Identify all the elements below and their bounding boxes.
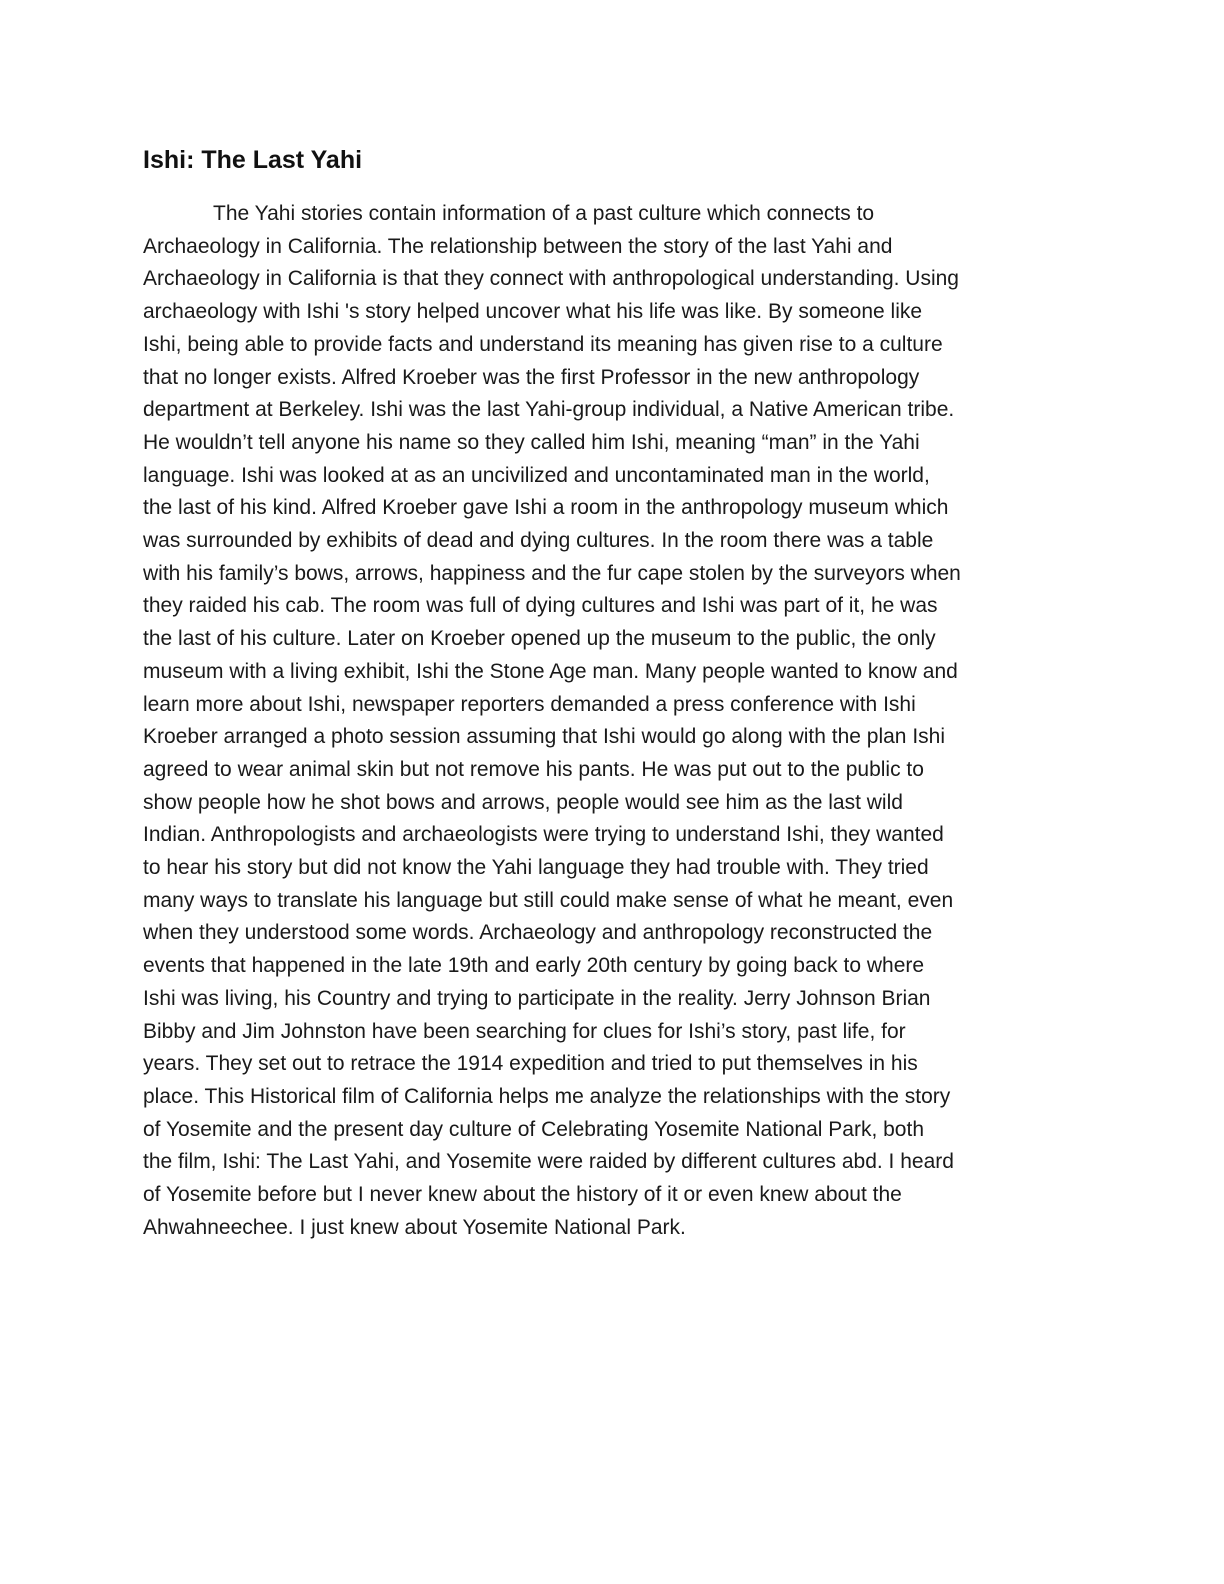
text-line: agreed to wear animal skin but not remove his pants. He was put out to the public to	[143, 757, 924, 781]
text-line: the last of his culture. Later on Kroeber opened up the museum to the public, the only	[143, 627, 936, 651]
text-line: The Yahi stories contain information of a past culture which connects to	[213, 202, 875, 225]
text-line: Ishi was living, his Country and trying to participate in the reality. Jerry Johnson Brian	[143, 986, 931, 1010]
text-line: to hear his story but did not know the Yahi language they had trouble with. They tried	[143, 856, 929, 880]
text-line: Archaeology in California is that they connect with anthropological understanding. Using	[143, 267, 959, 291]
text-line: Archaeology in California. The relationship between the story of the last Yahi and	[143, 234, 893, 258]
text-line: of Yosemite and the present day culture of Celebrating Yosemite National Park, both	[143, 1117, 924, 1141]
text-line: Ahwahneechee. I just knew about Yosemite National Park.	[143, 1215, 686, 1239]
document-title: Ishi: The Last Yahi	[143, 146, 363, 174]
text-line: events that happened in the late 19th and early 20th century by going back to where	[143, 954, 925, 978]
text-line: with his family’s bows, arrows, happiness and the fur cape stolen by the surveyors when	[143, 561, 961, 585]
text-line: when they understood some words. Archaeology and anthropology reconstructed the	[143, 921, 933, 945]
text-line: place. This Historical film of California helps me analyze the relationships with the story	[143, 1084, 951, 1108]
text-line: Indian. Anthropologists and archaeologists were trying to understand Ishi, they wanted	[143, 823, 944, 847]
text-line: the last of his kind. Alfred Kroeber gave Ishi a room in the anthropology museum which	[143, 496, 949, 520]
text-line: Ishi, being able to provide facts and understand its meaning has given rise to a culture	[143, 332, 943, 356]
text-line: was surrounded by exhibits of dead and dying cultures. In the room there was a table	[143, 529, 934, 553]
text-line: Kroeber arranged a photo session assuming that Ishi would go along with the plan Ishi	[143, 725, 945, 749]
text-line: years. They set out to retrace the 1914 expedition and tried to put themselves in his	[143, 1052, 918, 1076]
body-paragraph	[143, 198, 1083, 1245]
text-line: of Yosemite before but I never knew about the history of it or even knew about the	[143, 1183, 902, 1207]
text-line: department at Berkeley. Ishi was the last Yahi-group individual, a Native American tribe.	[143, 398, 955, 422]
text-line: they raided his cab. The room was full of dying cultures and Ishi was part of it, he was	[143, 594, 938, 618]
text-line: archaeology with Ishi 's story helped uncover what his life was like. By someone like	[143, 300, 923, 324]
text-line: learn more about Ishi, newspaper reporters demanded a press conference with Ishi	[143, 692, 916, 716]
text-line: museum with a living exhibit, Ishi the Stone Age man. Many people wanted to know and	[143, 659, 958, 683]
text-line: that no longer exists. Alfred Kroeber was the first Professor in the new anthropology	[143, 365, 920, 389]
text-line: language. Ishi was looked at as an uncivilized and uncontaminated man in the world,	[143, 463, 930, 487]
text-line: many ways to translate his language but still could make sense of what he meant, even	[143, 888, 954, 912]
text-line: show people how he shot bows and arrows, people would see him as the last wild	[143, 790, 903, 814]
text-line: He wouldn’t tell anyone his name so they called him Ishi, meaning “man” in the Yahi	[143, 430, 920, 454]
text-line: the film, Ishi: The Last Yahi, and Yosemite were raided by different cultures abd. I heard	[143, 1150, 954, 1174]
text-line: Bibby and Jim Johnston have been searching for clues for Ishi’s story, past life, for	[143, 1019, 906, 1043]
